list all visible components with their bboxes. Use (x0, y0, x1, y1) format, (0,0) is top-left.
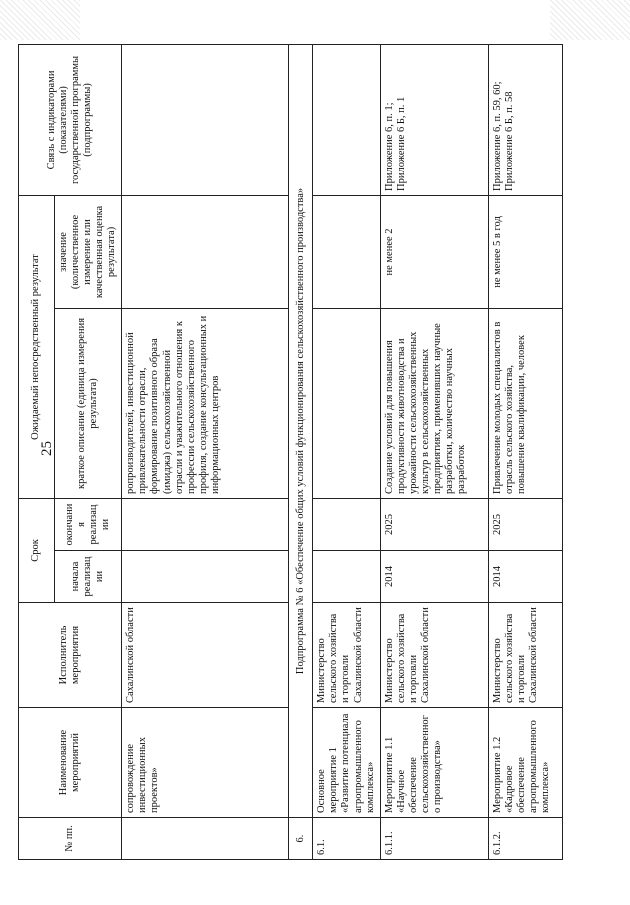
cell-executor: Сахалинской области (121, 602, 288, 707)
cell-brief: Привлечение молодых специалистов в отрасль сельского хозяйства, повышение квалификации, человек (488, 308, 562, 498)
cell-end: 2025 (488, 498, 562, 550)
cell-num (121, 817, 288, 859)
cell-executor: Министерство сельского хозяйства и торговли Сахалинской области (312, 602, 379, 707)
cell-brief: ропроизводителей, инвестиционной привлекательности отрасли, формирование позитивного образа (имиджа) сельскохозяйственной отрасли и уважительного отношения к профессии сельскохозяйственного профиля, создание консультационных и информационных центров (121, 308, 288, 498)
cell-start: 2014 (380, 550, 488, 602)
scan-noise (550, 0, 630, 40)
cell-end (312, 498, 379, 550)
cell-start: 2014 (488, 550, 562, 602)
cell-start (121, 550, 288, 602)
rotated-table-container (18, 45, 563, 860)
header-start: начала реализации (54, 550, 121, 602)
cell-brief (312, 308, 379, 498)
measures-table (18, 43, 563, 859)
cell-brief: Создание условий для повышения продуктивности животноводства и урожайности сельскохозяйственных культур в сельскохозяйственных предприятиях, применивших научные разработки, количество научных разработок (380, 308, 488, 498)
cell-link (121, 44, 288, 195)
header-num: № пп. (18, 817, 121, 859)
subprogram-row (288, 44, 312, 859)
header-name: Наименование мероприятий (18, 707, 121, 817)
cell-num: 6.1.2. (488, 817, 562, 859)
header-expected: Ожидаемый непосредственный результат (18, 195, 54, 498)
cell-link: Приложение 6, п. 59, 60; Приложение 6 Б, п. 58 (488, 44, 562, 195)
cell-num: 6. (288, 817, 312, 859)
cell-end: 2025 (380, 498, 488, 550)
header-row-1 (18, 44, 54, 859)
cell-link: Приложение 6, п. 1; Приложение 6 Б, п. 1 (380, 44, 488, 195)
table-row (312, 44, 379, 859)
cell-name: Основное мероприятие 1 «Развитие потенциала агропромышленного комплекса» (312, 707, 379, 817)
cell-executor: Министерство сельского хозяйства и торговли Сахалинской области (380, 602, 488, 707)
header-end: окончания реализации (54, 498, 121, 550)
cell-end (121, 498, 288, 550)
table-row (488, 44, 562, 859)
cell-num: 6.1.1. (380, 817, 488, 859)
header-brief: краткое описание (единица измерения результата) (54, 308, 121, 498)
cell-name: Мероприятие 1.1 «Научное обеспечение сельскохозяйственного производства» (380, 707, 488, 817)
cell-name: Мероприятие 1.2 «Кадровое обеспечение агропромышленного комплекса» (488, 707, 562, 817)
cell-name: сопровождение инвестиционных проектов» (121, 707, 288, 817)
table-row (380, 44, 488, 859)
scan-noise (0, 0, 80, 40)
table-row (121, 44, 288, 859)
cell-link (312, 44, 379, 195)
cell-start (312, 550, 379, 602)
cell-executor: Министерство сельского хозяйства и торговли Сахалинской области (488, 602, 562, 707)
cell-num: 6.1. (312, 817, 379, 859)
cell-value (312, 195, 379, 308)
subprogram-title: Подпрограмма № 6 «Обеспечение общих условий функционирования сельскохозяйственного производства» (288, 44, 312, 817)
cell-value: не менее 5 в год (488, 195, 562, 308)
header-executor: Исполнитель мероприятия (18, 602, 121, 707)
page-number: 25 (39, 441, 55, 456)
header-link: Связь с индикаторами (показателями) государственной программы (подпрограммы) (18, 44, 121, 195)
header-value: значение (количественное измерение или качественная оценка результата) (54, 195, 121, 308)
cell-value: не менее 2 (380, 195, 488, 308)
header-term: Срок (18, 498, 54, 602)
cell-value (121, 195, 288, 308)
